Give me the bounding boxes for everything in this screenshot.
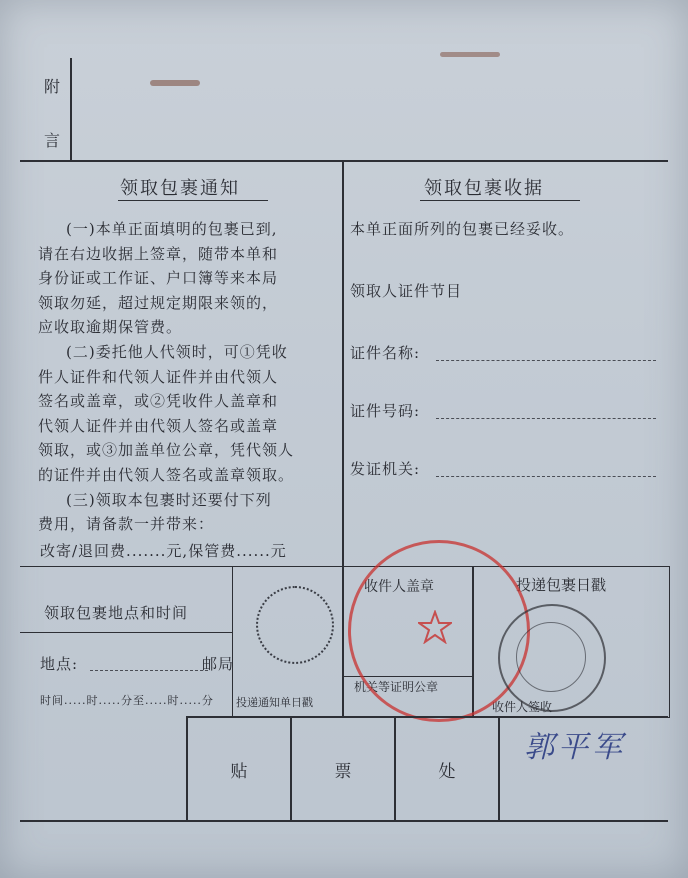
id-number-field bbox=[436, 418, 656, 419]
rust-mark bbox=[150, 80, 200, 86]
place-label: 地点: bbox=[40, 655, 79, 673]
stamp-cell-1: 贴 bbox=[230, 761, 248, 782]
receipt-title-underline bbox=[420, 200, 580, 201]
notice-line: (二)委托他人代领时，可①凭收 bbox=[66, 343, 288, 361]
notice-title: 领取包裹通知 bbox=[120, 178, 240, 199]
id-name-label: 证件名称: bbox=[350, 344, 421, 362]
strip-bottom-rule bbox=[20, 820, 668, 822]
notice-line: 应收取逾期保管费。 bbox=[38, 318, 183, 337]
notice-line: 的证件并由代领人签名或盖章领取。 bbox=[38, 466, 295, 484]
notice-line: 身份证或工作证、户口簿等来本局 bbox=[38, 269, 279, 288]
issuer-label: 发证机关: bbox=[350, 460, 421, 478]
org-seal-label: 机关等证明公章 bbox=[354, 680, 439, 694]
red-seal-star bbox=[418, 610, 452, 644]
note-divider bbox=[70, 58, 72, 162]
time-line: 时间.....时.....分至.....时.....分 bbox=[40, 694, 214, 707]
recipient-signature: 郭平军 bbox=[524, 730, 626, 765]
stamp-cell-3: 处 bbox=[438, 761, 456, 782]
note-label-top: 附 bbox=[44, 77, 61, 96]
notice-line: 代领人证件并由代领人签名或盖章 bbox=[38, 416, 279, 435]
issuer-field bbox=[436, 476, 656, 477]
notice-line: (一)本单正面填明的包裹已到, bbox=[66, 220, 278, 238]
id-header: 领取人证件节目 bbox=[350, 282, 463, 300]
post-office-label: 邮局 bbox=[202, 655, 235, 673]
stamp-cell-2: 票 bbox=[334, 761, 352, 782]
postmark-circle bbox=[256, 586, 334, 664]
place-field bbox=[90, 670, 208, 671]
notice-title-underline bbox=[118, 200, 268, 201]
id-number-label: 证件号码: bbox=[350, 402, 421, 420]
notice-line: 签名或盖章，或②凭收件人盖章和 bbox=[38, 392, 279, 411]
strip-divider bbox=[498, 716, 500, 822]
recipient-seal-label: 收件人盖章 bbox=[364, 579, 434, 595]
notice-line: (三)领取本包裹时还要付下列 bbox=[66, 490, 272, 509]
receipt-statement: 本单正面所列的包裹已经妥收。 bbox=[350, 220, 575, 238]
notice-date-label: 投递通知单日戳 bbox=[236, 696, 313, 709]
delivery-date-label: 投递包裹日戳 bbox=[516, 576, 607, 594]
rust-mark bbox=[440, 52, 500, 57]
note-label-bottom: 言 bbox=[44, 131, 61, 150]
fee-line: 改寄/退回费.......元,保管费......元 bbox=[40, 542, 287, 560]
pickup-label: 领取包裹地点和时间 bbox=[44, 604, 189, 622]
notice-line: 领取，或③加盖单位公章，凭代领人 bbox=[38, 441, 295, 460]
center-divider bbox=[342, 160, 344, 580]
notice-line: 领取勿延，超过规定期限来领的， bbox=[38, 293, 279, 312]
top-rule bbox=[20, 160, 668, 162]
id-name-field bbox=[436, 360, 656, 361]
pickup-rule bbox=[20, 632, 232, 633]
notice-line: 费用，请备款一并带来： bbox=[38, 515, 215, 534]
notice-line: 请在右边收据上签章，随带本单和 bbox=[38, 244, 279, 263]
notice-line: 件人证件和代领人证件并由代领人 bbox=[38, 367, 279, 386]
recipient-sign-label: 收件人签收 bbox=[492, 700, 553, 714]
receipt-title: 领取包裹收据 bbox=[424, 178, 544, 199]
date-postmark-inner bbox=[516, 622, 586, 692]
